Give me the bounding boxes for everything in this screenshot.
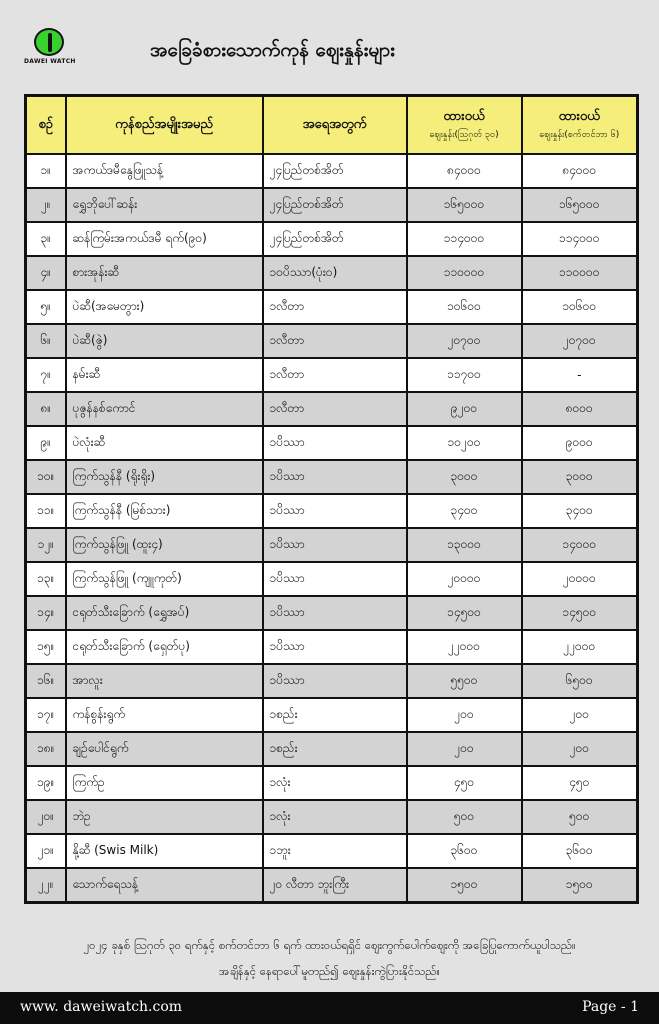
item-unit: ၁၀ပိဿာ(ပုံး၀)	[263, 256, 407, 290]
price-aug-30: ၃၀၀၀	[407, 460, 522, 494]
table-row	[26, 188, 638, 222]
table-row	[26, 290, 638, 324]
price-sep-6: ၁၀၆၀၀	[522, 290, 638, 324]
row-number: ၁၆။	[26, 664, 66, 698]
footnote-line-1: ၂၀၂၄ ခုနှစ် ဩဂုတ် ၃၀ ရက်နှင့် စက်တင်ဘာ ၆ ရက် ထားဝယ်ရရှိင် ဈေးကွက်ပေါက်ဈေးကို အခြေပြုကောက်ယူပါသည်။	[83, 938, 576, 952]
item-name: ပဲလုံးဆီ	[66, 426, 263, 460]
row-number: ၂။	[26, 188, 66, 222]
row-number: ၄။	[26, 256, 66, 290]
item-unit: ၂၄ပြည်တစ်အိတ်	[263, 222, 407, 256]
price-aug-30: ၁၁၄၀၀၀	[407, 222, 522, 256]
item-unit: ၁ပိဿာ	[263, 426, 407, 460]
row-number: ၉။	[26, 426, 66, 460]
item-name: ကြက်သွန်နီ (ရိုးရိုး)	[66, 460, 263, 494]
price-sep-6: ၁၁၀၀၀၀	[522, 256, 638, 290]
row-number: ၂၂။	[26, 868, 66, 903]
item-name: ပဲဆီ(အမေတွား)	[66, 290, 263, 324]
item-unit: ၁လုံး	[263, 766, 407, 800]
item-name: ပုဇွန်နစ်ကောင်	[66, 392, 263, 426]
footnote-line-2: အချိန်နှင့် နေရာပေါ်မူတည်၍ ဈေးနှုန်းကွဲပြားနိုင်သည်။	[219, 964, 440, 978]
item-name: နို့ဆီ (Swis Milk)	[66, 834, 263, 868]
item-name: ကန်စွန်းရွက်	[66, 698, 263, 732]
table-row	[26, 834, 638, 868]
price-sep-6: ၆၅၀၀	[522, 664, 638, 698]
item-unit: ၁လီတာ	[263, 392, 407, 426]
eye-pupil	[48, 33, 52, 52]
price-sep-6: ၈၀၀၀	[522, 392, 638, 426]
price-sep-6: ၁၁၄၀၀၀	[522, 222, 638, 256]
row-number: ၁။	[26, 154, 66, 188]
header-unit: အရေအတွက်	[263, 96, 407, 155]
item-name: နမ်းဆီ	[66, 358, 263, 392]
price-sep-6: ၁၅၀၀	[522, 868, 638, 903]
page-title: အခြေခံစားသောက်ကုန် ဈေးနှုန်းများ	[150, 39, 395, 61]
table-row	[26, 222, 638, 256]
item-unit: ၁ပိဿာ	[263, 596, 407, 630]
price-aug-30: ၃၆၀၀	[407, 834, 522, 868]
price-sep-6: ၃၀၀၀	[522, 460, 638, 494]
price-aug-30: ၁၅၀၀	[407, 868, 522, 903]
row-number: ၆။	[26, 324, 66, 358]
row-number: ၁၀။	[26, 460, 66, 494]
item-unit: ၁ပိဿာ	[263, 562, 407, 596]
table-row	[26, 596, 638, 630]
row-number: ၁၇။	[26, 698, 66, 732]
price-aug-30: ၂၀၀၀၀	[407, 562, 522, 596]
item-unit: ၁ပိဿာ	[263, 630, 407, 664]
price-sep-6: ၅၀၀	[522, 800, 638, 834]
item-unit: ၂၀ လီတာ ဘူးကြီး	[263, 868, 407, 903]
header-no: စဉ်	[26, 96, 66, 155]
item-name: ကြက်သွန်ဖြူ (ကျူကုတ်)	[66, 562, 263, 596]
table-row	[26, 494, 638, 528]
item-name: အာလူး	[66, 664, 263, 698]
row-number: ၈။	[26, 392, 66, 426]
table-row	[26, 392, 638, 426]
item-unit: ၁စည်း	[263, 732, 407, 766]
table-row	[26, 800, 638, 834]
price-aug-30: ၄၅၀	[407, 766, 522, 800]
price-aug-30: ၅၀၀	[407, 800, 522, 834]
item-name: ငရုတ်သီးခြောက် (ရှေတ်ပု)	[66, 630, 263, 664]
price-sep-6: ၂၂၀၀၀	[522, 630, 638, 664]
price-sep-6: ၈၄၀၀၀	[522, 154, 638, 188]
item-unit: ၁ပိဿာ	[263, 460, 407, 494]
row-number: ၅။	[26, 290, 66, 324]
item-unit: ၁ပိဿာ	[263, 664, 407, 698]
header-price-sep	[522, 96, 638, 155]
item-unit: ၁လီတာ	[263, 358, 407, 392]
table-row	[26, 664, 638, 698]
price-aug-30: ၂၀၀	[407, 698, 522, 732]
item-name: ဆန်ကြမ်းအကယ်ဒမီ ရက်(၉၀)	[66, 222, 263, 256]
item-unit: ၁လီတာ	[263, 290, 407, 324]
row-number: ၇။	[26, 358, 66, 392]
row-number: ၁၄။	[26, 596, 66, 630]
price-sep-6: ၂၀၀၀၀	[522, 562, 638, 596]
eye-icon	[34, 28, 64, 56]
row-number: ၁၁။	[26, 494, 66, 528]
table-row	[26, 324, 638, 358]
header	[0, 0, 659, 90]
page-number: Page - 1	[582, 999, 639, 1015]
price-sep-6: ၁၆၅၀၀၀	[522, 188, 638, 222]
table-row	[26, 766, 638, 800]
item-unit: ၂၄ပြည်တစ်အိတ်	[263, 154, 407, 188]
item-name: စားအုန်းဆီ	[66, 256, 263, 290]
price-sep-6: ၂၀၀	[522, 698, 638, 732]
price-aug-30: ၂၀၀	[407, 732, 522, 766]
row-number: ၁၈။	[26, 732, 66, 766]
row-number: ၁၅။	[26, 630, 66, 664]
row-number: ၁၃။	[26, 562, 66, 596]
item-unit: ၂၄ပြည်တစ်အိတ်	[263, 188, 407, 222]
footer-bar	[0, 992, 659, 1024]
item-name: ကြက်သွန်နီ (မြစ်သား)	[66, 494, 263, 528]
item-name: ရွှေဘိုပေါ်ဆန်း	[66, 188, 263, 222]
price-aug-30: ၁၆၅၀၀၀	[407, 188, 522, 222]
table-row	[26, 528, 638, 562]
price-sep-6: ၂၀၀	[522, 732, 638, 766]
item-unit: ၁လုံး	[263, 800, 407, 834]
row-number: ၂၀။	[26, 800, 66, 834]
price-sep-6: -	[522, 358, 638, 392]
table-header-row	[26, 96, 638, 155]
footnote	[0, 932, 659, 984]
row-number: ၁၉။	[26, 766, 66, 800]
row-number: ၂၁။	[26, 834, 66, 868]
price-sep-6: ၁၄၅၀၀	[522, 596, 638, 630]
price-aug-30: ၅၅၀၀	[407, 664, 522, 698]
price-aug-30: ၈၄၀၀၀	[407, 154, 522, 188]
dawei-watch-logo	[24, 24, 74, 68]
price-sep-6: ၉၀၀၀	[522, 426, 638, 460]
item-name: ဘဲဥ	[66, 800, 263, 834]
item-name: ချဉ်ပေါင်ရွက်	[66, 732, 263, 766]
row-number: ၃။	[26, 222, 66, 256]
header-price-aug-label: ထားဝယ်	[443, 109, 485, 124]
item-name: သောက်ရေသန့်	[66, 868, 263, 903]
header-price-sep-label: ထားဝယ်	[558, 109, 600, 124]
price-aug-30: ၂၂၀၀၀	[407, 630, 522, 664]
website-url: www. daweiwatch.com	[20, 999, 183, 1015]
price-aug-30: ၁၀၆၀၀	[407, 290, 522, 324]
item-name: ကြက်ဥ	[66, 766, 263, 800]
price-sep-6: ၂၀၇၀၀	[522, 324, 638, 358]
header-price-aug-sub: ဈေးနှုန်း(ဩဂုတ် ၃၀)	[429, 130, 499, 140]
item-name: ပဲဆီ(ဇွဲ)	[66, 324, 263, 358]
item-name: အကယ်ဒမီနွေဖြူသန့်	[66, 154, 263, 188]
item-unit: ၁လီတာ	[263, 324, 407, 358]
price-sep-6: ၄၅၀	[522, 766, 638, 800]
table-row	[26, 154, 638, 188]
table-row	[26, 460, 638, 494]
row-number: ၁၂။	[26, 528, 66, 562]
price-aug-30: ၃၄၀၀	[407, 494, 522, 528]
header-item: ကုန်စည်အမျိုးအမည်	[66, 96, 263, 155]
table-row	[26, 630, 638, 664]
item-unit: ၁ပိဿာ	[263, 528, 407, 562]
price-aug-30: ၁၃၀၀၀	[407, 528, 522, 562]
item-name: ကြက်သွန်ဖြူ (ထူး၄)	[66, 528, 263, 562]
table-row	[26, 256, 638, 290]
price-aug-30: ၁၁၇၀၀	[407, 358, 522, 392]
table-row	[26, 698, 638, 732]
price-aug-30: ၁၁၀၀၀၀	[407, 256, 522, 290]
price-aug-30: ၁၄၅၀၀	[407, 596, 522, 630]
header-price-sep-sub: ဈေးနှုန်း(စက်တင်ဘာ ၆)	[539, 130, 620, 140]
item-unit: ၁ပိဿာ	[263, 494, 407, 528]
price-aug-30: ၉၂၀၀	[407, 392, 522, 426]
logo-text: DAWEI WATCH	[24, 58, 76, 65]
item-name: ငရုတ်သီးခြောက် (ရွှေအပ်)	[66, 596, 263, 630]
item-unit: ၁စည်း	[263, 698, 407, 732]
price-aug-30: ၁၀၂၀၀	[407, 426, 522, 460]
price-aug-30: ၂၀၇၀၀	[407, 324, 522, 358]
table-row	[26, 426, 638, 460]
price-sep-6: ၃၆၀၀	[522, 834, 638, 868]
item-unit: ၁ဘူး	[263, 834, 407, 868]
header-price-aug	[407, 96, 522, 155]
table-row	[26, 358, 638, 392]
table-row	[26, 732, 638, 766]
price-table	[24, 94, 639, 904]
table-row	[26, 868, 638, 903]
table-row	[26, 562, 638, 596]
price-sep-6: ၁၄၀၀၀	[522, 528, 638, 562]
price-sep-6: ၃၄၀၀	[522, 494, 638, 528]
